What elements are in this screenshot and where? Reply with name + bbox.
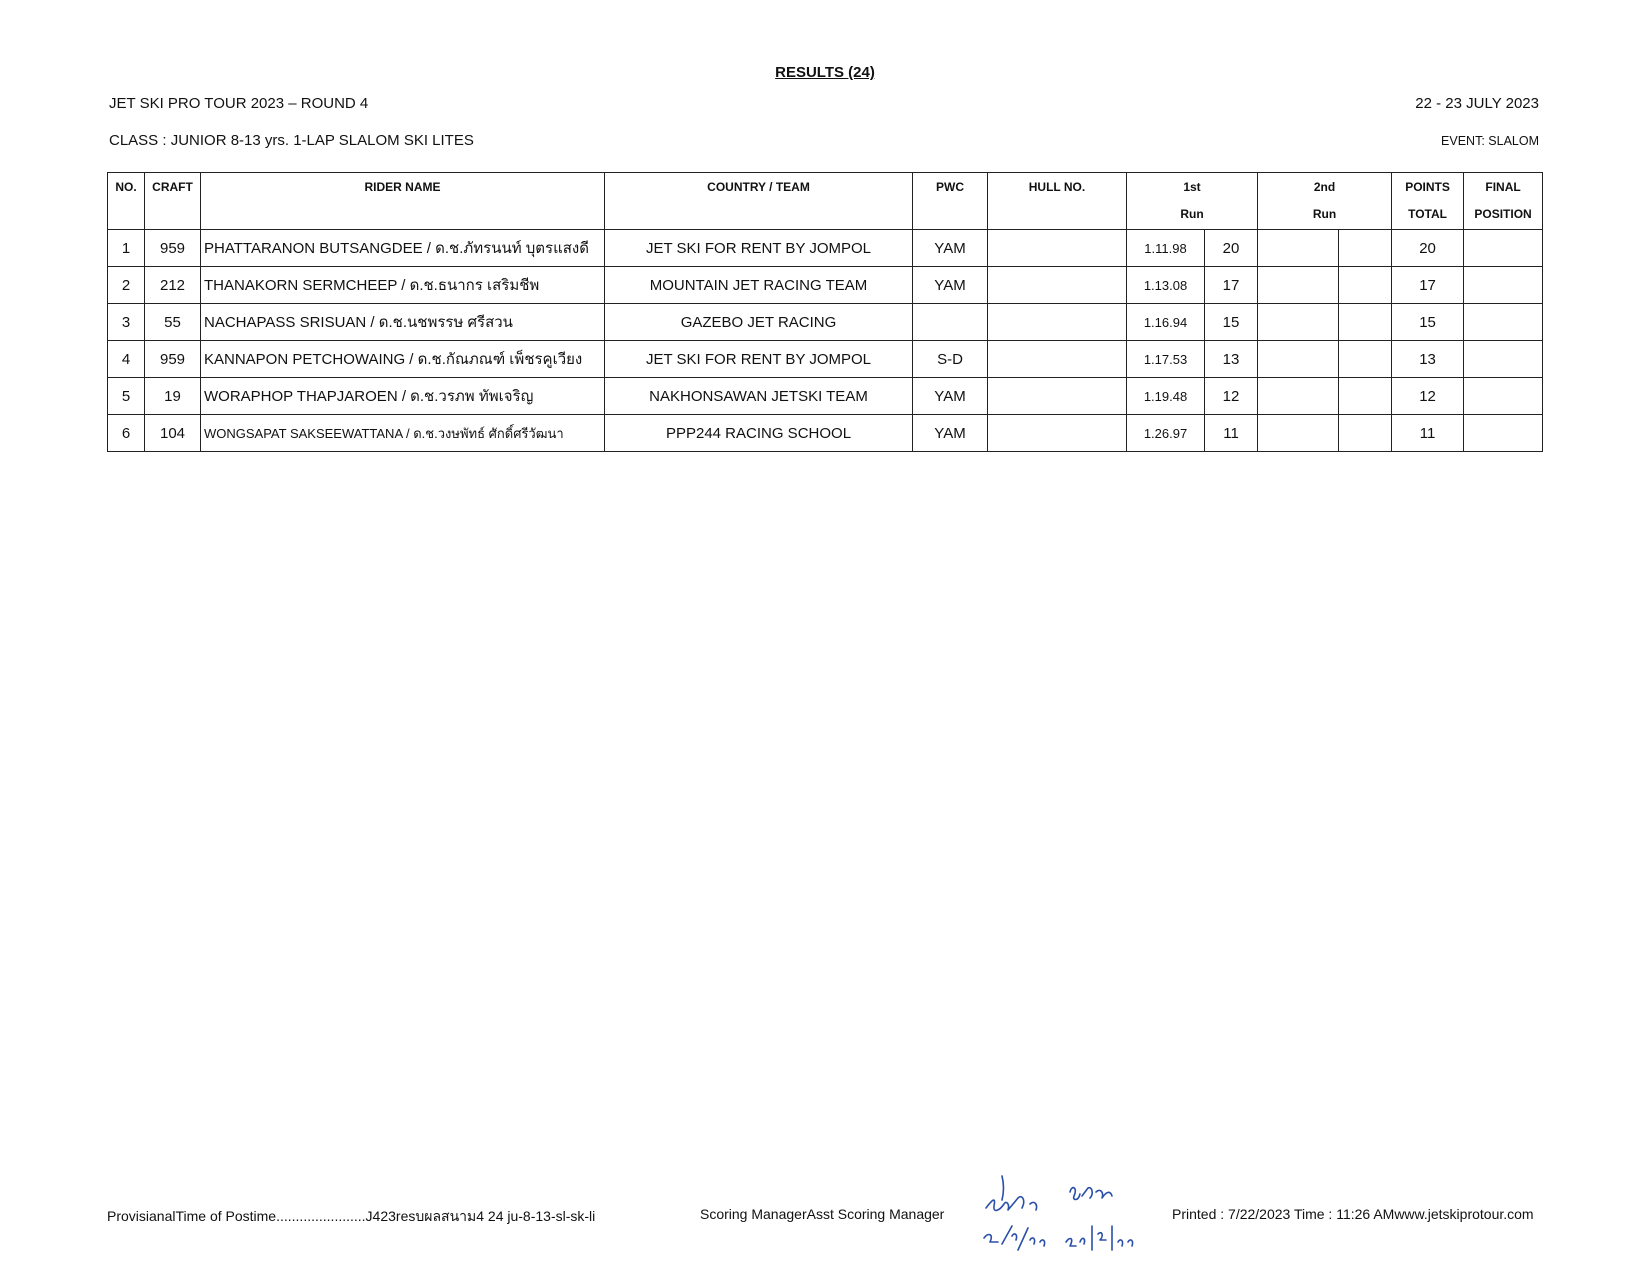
col-header-pwc: PWC [913, 173, 988, 230]
signature-date-2 [1066, 1226, 1133, 1250]
cell-run2-points [1339, 230, 1392, 267]
col-header-first-run: 1st Run [1127, 173, 1258, 230]
col-header-points-total: POINTS TOTAL [1392, 173, 1464, 230]
cell-run1-points: 11 [1205, 415, 1258, 452]
cell-run1-time: 1.26.97 [1127, 415, 1205, 452]
table-row [108, 230, 1543, 267]
cell-final-position [1464, 267, 1543, 304]
table-row [108, 341, 1543, 378]
cell-run2-time [1258, 267, 1339, 304]
cell-rider-name: WONGSAPAT SAKSEEWATTANA / ด.ช.วงษพัทธ์ ศักดิ์ศรีวัฒนา [201, 415, 605, 452]
table-header-row [108, 173, 1543, 230]
cell-points-total: 20 [1392, 230, 1464, 267]
cell-rider-name: NACHAPASS SRISUAN / ด.ช.นชพรรษ ศรีสวน [201, 304, 605, 341]
signature-asst-manager [1070, 1188, 1112, 1200]
handwritten-signatures [978, 1170, 1158, 1260]
cell-rider-name: WORAPHOP THAPJAROEN / ด.ช.วรภพ ทัพเจริญ [201, 378, 605, 415]
col-header-no: NO. [108, 173, 145, 230]
cell-hull-no [988, 267, 1127, 304]
cell-craft: 959 [145, 230, 201, 267]
cell-pwc: YAM [913, 267, 988, 304]
footer-scoring-managers: Scoring ManagerAsst Scoring Manager [700, 1206, 945, 1222]
cell-no: 4 [108, 341, 145, 378]
cell-pwc: S-D [913, 341, 988, 378]
cell-hull-no [988, 415, 1127, 452]
signature-strokes [984, 1176, 1133, 1250]
cell-run2-time [1258, 415, 1339, 452]
cell-rider-name: KANNAPON PETCHOWAING / ด.ช.กัณภณฑ์ เพ็ชรคูเวียง [201, 341, 605, 378]
cell-pwc: YAM [913, 415, 988, 452]
cell-run2-points [1339, 341, 1392, 378]
cell-run1-time: 1.17.53 [1127, 341, 1205, 378]
cell-pwc: YAM [913, 378, 988, 415]
col-header-second-run: 2nd Run [1258, 173, 1392, 230]
cell-run2-points [1339, 415, 1392, 452]
event-name: JET SKI PRO TOUR 2023 – ROUND 4 [109, 95, 369, 112]
cell-run2-time [1258, 341, 1339, 378]
cell-run2-time [1258, 304, 1339, 341]
footer-provisional-info: ProvisianalTime of Postime.......................J423resบผลสนาม4 24 ju-8-13-sl-sk-li [107, 1208, 596, 1224]
cell-run1-points: 13 [1205, 341, 1258, 378]
cell-pwc: YAM [913, 230, 988, 267]
cell-hull-no [988, 341, 1127, 378]
cell-points-total: 13 [1392, 341, 1464, 378]
cell-rider-name: PHATTARANON BUTSANGDEE / ด.ช.ภัทรนนท์ บุตรแสงดี [201, 230, 605, 267]
table-row [108, 415, 1543, 452]
cell-run2-points [1339, 378, 1392, 415]
document-title: RESULTS (24) [775, 64, 875, 81]
cell-team: MOUNTAIN JET RACING TEAM [605, 267, 913, 304]
cell-no: 2 [108, 267, 145, 304]
cell-hull-no [988, 378, 1127, 415]
cell-craft: 55 [145, 304, 201, 341]
cell-points-total: 17 [1392, 267, 1464, 304]
cell-pwc [913, 304, 988, 341]
cell-craft: 19 [145, 378, 201, 415]
event-dates: 22 - 23 JULY 2023 [1415, 95, 1539, 112]
cell-run1-points: 20 [1205, 230, 1258, 267]
cell-run2-points [1339, 267, 1392, 304]
cell-run2-points [1339, 304, 1392, 341]
cell-points-total: 11 [1392, 415, 1464, 452]
class-line: CLASS : JUNIOR 8-13 yrs. 1-LAP SLALOM SKI LITES [109, 132, 474, 149]
cell-hull-no [988, 230, 1127, 267]
cell-run1-time: 1.19.48 [1127, 378, 1205, 415]
cell-craft: 959 [145, 341, 201, 378]
event-type: EVENT: SLALOM [1441, 134, 1539, 148]
cell-final-position [1464, 341, 1543, 378]
cell-team: JET SKI FOR RENT BY JOMPOL [605, 230, 913, 267]
cell-final-position [1464, 415, 1543, 452]
cell-team: PPP244 RACING SCHOOL [605, 415, 913, 452]
cell-final-position [1464, 304, 1543, 341]
cell-craft: 104 [145, 415, 201, 452]
table-row [108, 378, 1543, 415]
footer-printed-info: Printed : 7/22/2023 Time : 11:26 AMwww.jetskiprotour.com [1172, 1206, 1534, 1222]
table-row [108, 304, 1543, 341]
cell-craft: 212 [145, 267, 201, 304]
col-header-craft: CRAFT [145, 173, 201, 230]
cell-team: GAZEBO JET RACING [605, 304, 913, 341]
cell-rider-name: THANAKORN SERMCHEEP / ด.ช.ธนากร เสริมชีพ [201, 267, 605, 304]
cell-no: 6 [108, 415, 145, 452]
cell-no: 5 [108, 378, 145, 415]
cell-run1-time: 1.16.94 [1127, 304, 1205, 341]
cell-run1-time: 1.13.08 [1127, 267, 1205, 304]
cell-final-position [1464, 378, 1543, 415]
signature-scoring-manager [986, 1176, 1037, 1210]
cell-run1-time: 1.11.98 [1127, 230, 1205, 267]
cell-hull-no [988, 304, 1127, 341]
cell-final-position [1464, 230, 1543, 267]
cell-run1-points: 15 [1205, 304, 1258, 341]
cell-team: JET SKI FOR RENT BY JOMPOL [605, 341, 913, 378]
table-row [108, 267, 1543, 304]
cell-points-total: 12 [1392, 378, 1464, 415]
signature-date-1 [984, 1226, 1045, 1250]
col-header-country-team: COUNTRY / TEAM [605, 173, 913, 230]
col-header-rider-name: RIDER NAME [201, 173, 605, 230]
cell-points-total: 15 [1392, 304, 1464, 341]
col-header-hull-no: HULL NO. [988, 173, 1127, 230]
cell-no: 3 [108, 304, 145, 341]
cell-run2-time [1258, 230, 1339, 267]
cell-no: 1 [108, 230, 145, 267]
results-table [107, 172, 1543, 452]
cell-run1-points: 12 [1205, 378, 1258, 415]
cell-run2-time [1258, 378, 1339, 415]
col-header-final-position: FINAL POSITION [1464, 173, 1543, 230]
cell-team: NAKHONSAWAN JETSKI TEAM [605, 378, 913, 415]
cell-run1-points: 17 [1205, 267, 1258, 304]
